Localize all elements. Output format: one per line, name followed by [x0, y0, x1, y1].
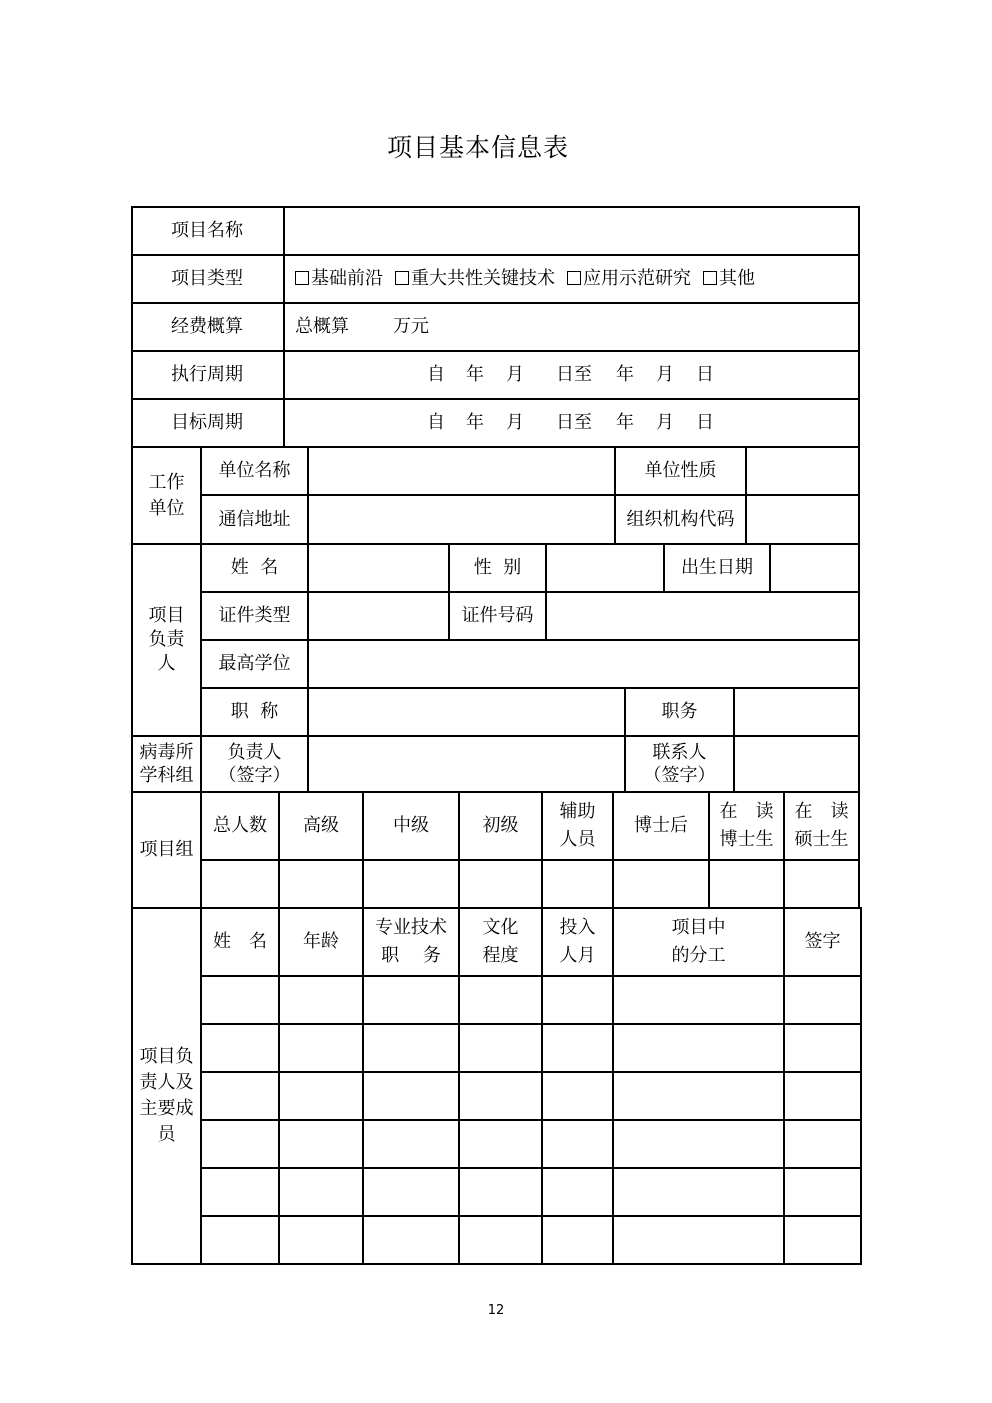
- date-year-end: 年: [616, 364, 634, 386]
- member-months-line1: 投入: [559, 917, 596, 939]
- team-master-line1: 在 读: [794, 801, 849, 823]
- checkbox-icon: [295, 271, 309, 285]
- gender-label: 性 别: [473, 557, 522, 579]
- member-name-header: 姓 名: [213, 931, 267, 953]
- address-field[interactable]: [309, 496, 614, 543]
- position-label: 职务: [661, 701, 698, 723]
- team-phd-line2: 博士生: [719, 829, 774, 850]
- birth-field[interactable]: [771, 545, 858, 591]
- work-unit-label: [133, 448, 200, 543]
- team-postdoc-field[interactable]: [614, 861, 708, 907]
- team-phd-label: [710, 793, 783, 859]
- address-label: 通信地址: [218, 508, 291, 530]
- contact-sign-label: [626, 737, 733, 791]
- discipline-group-label-line1: 病毒所: [139, 741, 194, 763]
- work-unit-label-line1: 工作: [148, 472, 185, 494]
- team-postdoc-label: 博士后: [634, 815, 688, 837]
- project-type-label: 项目类型: [171, 268, 243, 290]
- rule: [860, 907, 862, 1265]
- team-total-field[interactable]: [202, 861, 278, 907]
- team-middle-field[interactable]: [364, 861, 458, 907]
- responsible-sign-label: [202, 737, 307, 791]
- date-month-end: 月: [656, 364, 674, 386]
- contact-label: 联系人: [652, 741, 707, 763]
- member-tech-title-line1: 专业技术: [375, 917, 447, 939]
- leader-name-label: 姓 名: [230, 557, 279, 579]
- type-option-other-label: 其他: [719, 268, 755, 290]
- target-period-field[interactable]: [285, 400, 858, 446]
- team-assist-line2: 人员: [559, 829, 596, 850]
- team-master-field[interactable]: [785, 861, 858, 907]
- unit-name-field[interactable]: [309, 448, 614, 494]
- project-name-label: 项目名称: [171, 220, 243, 242]
- budget-total-label: 总概算: [295, 316, 349, 338]
- contact-sign-note: （签字）: [643, 765, 716, 786]
- members-label-line1: 项目负: [139, 1045, 194, 1067]
- exec-period-field[interactable]: [285, 352, 858, 398]
- id-number-label: 证件号码: [461, 605, 534, 627]
- member-role-line2: 的分工: [671, 945, 726, 966]
- members-label: [133, 909, 200, 1263]
- id-type-field[interactable]: [309, 593, 448, 639]
- discipline-group-label: [133, 737, 200, 791]
- date-year: 年: [466, 412, 484, 434]
- org-code-label: 组织机构代码: [626, 508, 735, 530]
- rule: [858, 206, 860, 909]
- type-option-application-label: 应用示范研究: [583, 268, 691, 290]
- id-number-field[interactable]: [547, 593, 858, 639]
- member-months-line2: 人月: [559, 945, 596, 966]
- member-education-line1: 文化: [482, 917, 519, 939]
- members-label-line4: 员: [157, 1124, 176, 1146]
- team-master-label: [785, 793, 858, 859]
- team-total-label: 总人数: [213, 815, 267, 837]
- type-option-basic[interactable]: [295, 266, 383, 291]
- leader-name-field[interactable]: [309, 545, 448, 591]
- team-senior-label: 高级: [303, 815, 339, 837]
- date-day-to: 日至: [556, 364, 592, 386]
- project-leader-label-line3: 人: [157, 653, 176, 675]
- org-code-field[interactable]: [747, 496, 858, 543]
- responsible-sign-field[interactable]: [309, 737, 624, 791]
- type-option-key-tech[interactable]: [395, 266, 555, 291]
- member-role-header: [614, 909, 783, 975]
- date-day-to: 日至: [556, 412, 592, 434]
- date-from: 自: [427, 412, 445, 434]
- members-label-line2: 责人及: [139, 1071, 194, 1093]
- target-period-label: 目标周期: [171, 412, 243, 434]
- title-label: 职 称: [230, 701, 279, 723]
- date-month: 月: [506, 364, 524, 386]
- unit-name-label: 单位名称: [218, 460, 291, 482]
- budget-label: 经费概算: [171, 316, 243, 338]
- date-day-end: 日: [696, 412, 714, 434]
- team-middle-label: 中级: [393, 815, 429, 837]
- work-unit-label-line2: 单位: [148, 497, 185, 519]
- position-field[interactable]: [735, 689, 858, 735]
- project-team-label: 项目组: [139, 839, 194, 861]
- gender-field[interactable]: [547, 545, 663, 591]
- member-tech-title-line2: 职 务: [381, 945, 441, 966]
- project-name-field[interactable]: [285, 208, 858, 254]
- member-education-header: [460, 909, 541, 975]
- member-row[interactable]: [202, 1121, 860, 1167]
- page-number: 12: [487, 1303, 505, 1318]
- type-option-application[interactable]: [567, 266, 691, 291]
- team-master-line2: 硕士生: [794, 829, 849, 850]
- budget-unit: 万元: [393, 316, 429, 338]
- team-phd-line1: 在 读: [719, 801, 774, 823]
- project-type-options: [285, 256, 858, 302]
- team-senior-field[interactable]: [280, 861, 362, 907]
- project-leader-label-line2: 负责: [148, 628, 185, 650]
- birth-label: 出生日期: [681, 557, 753, 579]
- date-year-end: 年: [616, 412, 634, 434]
- date-from: 自: [427, 364, 445, 386]
- member-tech-title-header: [364, 909, 458, 975]
- date-day-end: 日: [696, 364, 714, 386]
- contact-sign-field[interactable]: [735, 737, 858, 791]
- member-row[interactable]: [202, 1169, 860, 1215]
- unit-nature-field[interactable]: [747, 448, 858, 494]
- team-assist-field[interactable]: [543, 861, 612, 907]
- team-assist-line1: 辅助: [559, 801, 596, 823]
- project-leader-label: [133, 545, 200, 735]
- project-leader-label-line1: 项目: [148, 604, 185, 626]
- id-type-label: 证件类型: [218, 605, 291, 627]
- team-phd-field[interactable]: [710, 861, 783, 907]
- date-month: 月: [506, 412, 524, 434]
- responsible-label: 负责人: [227, 741, 282, 763]
- type-option-other[interactable]: [703, 266, 755, 291]
- member-row[interactable]: [202, 1073, 860, 1119]
- checkbox-icon: [567, 271, 581, 285]
- rule: [131, 1263, 862, 1265]
- discipline-group-label-line2: 学科组: [139, 765, 194, 786]
- checkbox-icon: [395, 271, 409, 285]
- degree-field[interactable]: [309, 641, 858, 687]
- member-row[interactable]: [202, 977, 860, 1023]
- team-junior-label: 初级: [482, 815, 519, 837]
- member-education-line2: 程度: [482, 945, 519, 966]
- page-title: 项目基本信息表: [386, 133, 569, 162]
- unit-nature-label: 单位性质: [644, 460, 717, 482]
- member-months-header: [543, 909, 612, 975]
- date-year: 年: [466, 364, 484, 386]
- member-row[interactable]: [202, 1025, 860, 1071]
- title-field[interactable]: [309, 689, 624, 735]
- team-junior-field[interactable]: [460, 861, 541, 907]
- member-row[interactable]: [202, 1217, 860, 1263]
- date-month-end: 月: [656, 412, 674, 434]
- exec-period-label: 执行周期: [171, 364, 243, 386]
- member-role-line1: 项目中: [671, 917, 726, 939]
- team-assist-label: [543, 793, 612, 859]
- checkbox-icon: [703, 271, 717, 285]
- member-sign-header: 签字: [804, 931, 841, 953]
- type-option-basic-label: 基础前沿: [311, 268, 383, 290]
- type-option-key-tech-label: 重大共性关键技术: [411, 268, 555, 290]
- members-label-line3: 主要成: [139, 1098, 194, 1119]
- responsible-sign-note: （签字）: [218, 765, 291, 786]
- degree-label: 最高学位: [218, 653, 291, 675]
- member-age-header: 年龄: [303, 931, 339, 953]
- budget-field[interactable]: [285, 304, 858, 350]
